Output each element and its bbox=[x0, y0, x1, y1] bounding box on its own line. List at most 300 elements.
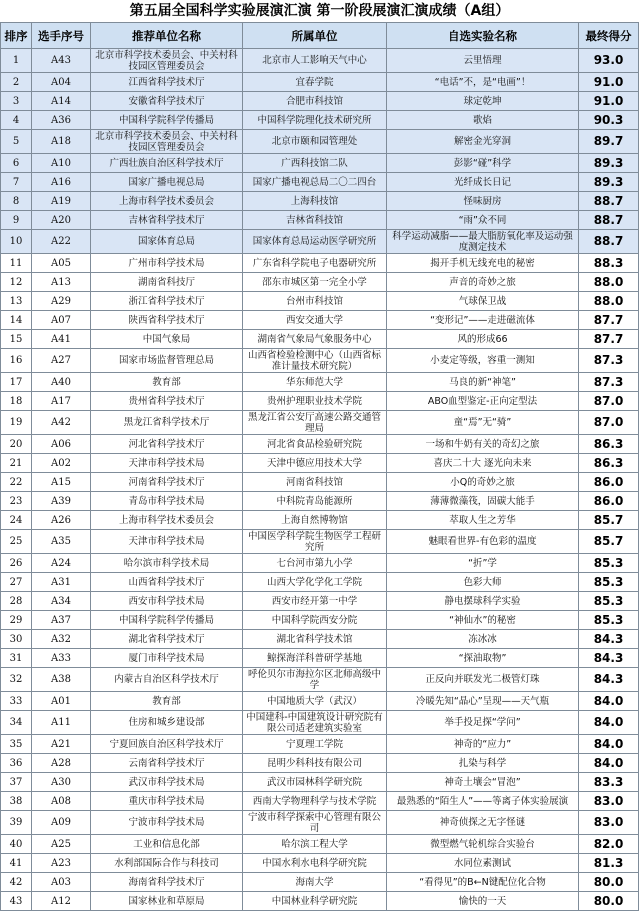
cell-score: 82.0 bbox=[579, 835, 639, 854]
cell-experiment: “电话”不，是“电画”！ bbox=[387, 73, 579, 92]
cell-org: 广西科技馆二队 bbox=[243, 154, 387, 173]
cell-experiment: 最熟悉的“陌生人”——等离子体实验展演 bbox=[387, 792, 579, 811]
cell-org: 山西大学化学化工学院 bbox=[243, 573, 387, 592]
cell-rank: 9 bbox=[1, 211, 32, 230]
table-row bbox=[1, 792, 639, 811]
cell-unit: 云南省科学技术厅 bbox=[91, 754, 243, 773]
cell-score: 93.0 bbox=[579, 49, 639, 73]
cell-unit: 黑龙江省科学技术厅 bbox=[91, 411, 243, 435]
cell-unit: 国家广播电视总局 bbox=[91, 173, 243, 192]
cell-unit: 国家市场监督管理总局 bbox=[91, 349, 243, 373]
cell-org: 台州市科技馆 bbox=[243, 292, 387, 311]
cell-score: 88.7 bbox=[579, 192, 639, 211]
cell-score: 84.3 bbox=[579, 668, 639, 692]
cell-code: A15 bbox=[32, 473, 91, 492]
cell-rank: 19 bbox=[1, 411, 32, 435]
column-header-org: 所属单位 bbox=[243, 23, 387, 49]
cell-unit: 贵州省科学技术厅 bbox=[91, 392, 243, 411]
table-row bbox=[1, 411, 639, 435]
cell-unit: 国家体育总局 bbox=[91, 230, 243, 254]
cell-experiment: 怪味厨房 bbox=[387, 192, 579, 211]
cell-rank: 35 bbox=[1, 735, 32, 754]
cell-experiment: 童“焉”无“骑” bbox=[387, 411, 579, 435]
header-row bbox=[1, 23, 639, 49]
cell-rank: 15 bbox=[1, 330, 32, 349]
cell-code: A36 bbox=[32, 111, 91, 130]
cell-code: A43 bbox=[32, 49, 91, 73]
cell-experiment: 球定乾坤 bbox=[387, 92, 579, 111]
cell-code: A04 bbox=[32, 73, 91, 92]
cell-code: A39 bbox=[32, 492, 91, 511]
cell-score: 88.0 bbox=[579, 273, 639, 292]
cell-score: 84.0 bbox=[579, 735, 639, 754]
cell-org: 昆明少科科技有限公司 bbox=[243, 754, 387, 773]
cell-org: 国家体育总局运动医学研究所 bbox=[243, 230, 387, 254]
cell-unit: 海南省科学技术厅 bbox=[91, 873, 243, 892]
table-row bbox=[1, 573, 639, 592]
cell-score: 89.7 bbox=[579, 130, 639, 154]
column-header-rank: 排序 bbox=[1, 23, 32, 49]
cell-org: 西安市经开第一中学 bbox=[243, 592, 387, 611]
cell-rank: 18 bbox=[1, 392, 32, 411]
column-header-score: 最终得分 bbox=[579, 23, 639, 49]
cell-code: A01 bbox=[32, 692, 91, 711]
cell-org: 上海自然博物馆 bbox=[243, 511, 387, 530]
cell-org: 西安交通大学 bbox=[243, 311, 387, 330]
cell-experiment: 科学运动减脂——最大脂肪氧化率及运动强度测定技术 bbox=[387, 230, 579, 254]
table-row bbox=[1, 154, 639, 173]
cell-rank: 22 bbox=[1, 473, 32, 492]
cell-org: 天津中德应用技术大学 bbox=[243, 454, 387, 473]
cell-experiment: 水同位素测试 bbox=[387, 854, 579, 873]
cell-unit: 中国科学院科学传播局 bbox=[91, 611, 243, 630]
cell-experiment: 举手投足探“学问” bbox=[387, 711, 579, 735]
cell-experiment: 神奇侦探之无字怪谜 bbox=[387, 811, 579, 835]
cell-org: 鲸探海洋科普研学基地 bbox=[243, 649, 387, 668]
cell-unit: 上海市科学技术委员会 bbox=[91, 511, 243, 530]
cell-unit: 工业和信息化部 bbox=[91, 835, 243, 854]
sheet-title: 第五届全国科学实验展演汇演 第一阶段展演汇演成绩（A组） bbox=[129, 3, 510, 19]
cell-score: 86.3 bbox=[579, 435, 639, 454]
cell-rank: 16 bbox=[1, 349, 32, 373]
cell-rank: 2 bbox=[1, 73, 32, 92]
cell-code: A32 bbox=[32, 630, 91, 649]
cell-code: A42 bbox=[32, 411, 91, 435]
cell-experiment: 光纤成长日记 bbox=[387, 173, 579, 192]
cell-score: 84.3 bbox=[579, 630, 639, 649]
cell-score: 83.0 bbox=[579, 792, 639, 811]
cell-score: 80.0 bbox=[579, 892, 639, 911]
table-row bbox=[1, 735, 639, 754]
cell-experiment: 冻冰冰 bbox=[387, 630, 579, 649]
cell-score: 85.3 bbox=[579, 554, 639, 573]
cell-code: A22 bbox=[32, 230, 91, 254]
cell-rank: 10 bbox=[1, 230, 32, 254]
cell-code: A18 bbox=[32, 130, 91, 154]
cell-score: 90.3 bbox=[579, 111, 639, 130]
cell-score: 85.3 bbox=[579, 573, 639, 592]
cell-experiment: 声音的奇妙之旅 bbox=[387, 273, 579, 292]
cell-code: A08 bbox=[32, 792, 91, 811]
cell-code: A12 bbox=[32, 892, 91, 911]
cell-experiment: 色彩大师 bbox=[387, 573, 579, 592]
table-row bbox=[1, 492, 639, 511]
cell-code: A35 bbox=[32, 530, 91, 554]
cell-score: 83.0 bbox=[579, 811, 639, 835]
cell-rank: 21 bbox=[1, 454, 32, 473]
cell-rank: 11 bbox=[1, 254, 32, 273]
cell-experiment: 正反向并联发光二极管灯珠 bbox=[387, 668, 579, 692]
cell-code: A28 bbox=[32, 754, 91, 773]
cell-code: A41 bbox=[32, 330, 91, 349]
cell-unit: 天津市科学技术局 bbox=[91, 454, 243, 473]
cell-org: 上海科技馆 bbox=[243, 192, 387, 211]
cell-experiment: 冷暖先知“晶心”呈现——天气瓶 bbox=[387, 692, 579, 711]
table-row bbox=[1, 854, 639, 873]
table-row bbox=[1, 473, 639, 492]
cell-experiment: “折”学 bbox=[387, 554, 579, 573]
cell-score: 80.0 bbox=[579, 873, 639, 892]
table-row bbox=[1, 349, 639, 373]
cell-experiment: “变形记”——走进磁流体 bbox=[387, 311, 579, 330]
cell-score: 84.0 bbox=[579, 711, 639, 735]
cell-code: A30 bbox=[32, 773, 91, 792]
column-header-code: 选手序号 bbox=[32, 23, 91, 49]
cell-experiment: 解密金光穿洞 bbox=[387, 130, 579, 154]
cell-experiment: 微型燃气轮机综合实验台 bbox=[387, 835, 579, 854]
cell-score: 89.3 bbox=[579, 173, 639, 192]
table-row bbox=[1, 773, 639, 792]
cell-experiment: 马良的新“神笔” bbox=[387, 373, 579, 392]
cell-unit: 宁夏回族自治区科学技术厅 bbox=[91, 735, 243, 754]
cell-org: 中国科学院西安分院 bbox=[243, 611, 387, 630]
cell-unit: 宁波市科学技术局 bbox=[91, 811, 243, 835]
table-row bbox=[1, 311, 639, 330]
cell-rank: 24 bbox=[1, 511, 32, 530]
cell-rank: 13 bbox=[1, 292, 32, 311]
cell-experiment: 神奇土壤会“冒泡” bbox=[387, 773, 579, 792]
table-row bbox=[1, 892, 639, 911]
cell-rank: 36 bbox=[1, 754, 32, 773]
cell-org: 山西省检验检测中心（山西省标准计量技术研究院） bbox=[243, 349, 387, 373]
table-row bbox=[1, 111, 639, 130]
cell-code: A24 bbox=[32, 554, 91, 573]
cell-code: A37 bbox=[32, 611, 91, 630]
cell-score: 91.0 bbox=[579, 92, 639, 111]
cell-org: 宁夏理工学院 bbox=[243, 735, 387, 754]
cell-org: 邵东市城区第一完全小学 bbox=[243, 273, 387, 292]
cell-org: 贵州护理职业技术学院 bbox=[243, 392, 387, 411]
table-row bbox=[1, 49, 639, 73]
cell-experiment: 扎染与科学 bbox=[387, 754, 579, 773]
cell-experiment: 气球保卫战 bbox=[387, 292, 579, 311]
cell-score: 85.7 bbox=[579, 511, 639, 530]
cell-org: 中国科学院理化技术研究所 bbox=[243, 111, 387, 130]
cell-unit: 国家林业和草原局 bbox=[91, 892, 243, 911]
table-row bbox=[1, 373, 639, 392]
cell-experiment: 静电摆球科学实验 bbox=[387, 592, 579, 611]
cell-rank: 7 bbox=[1, 173, 32, 192]
cell-org: 呼伦贝尔市海拉尔区北师高级中学 bbox=[243, 668, 387, 692]
cell-rank: 39 bbox=[1, 811, 32, 835]
cell-unit: 中国科学院科学传播局 bbox=[91, 111, 243, 130]
cell-code: A14 bbox=[32, 92, 91, 111]
cell-code: A09 bbox=[32, 811, 91, 835]
cell-rank: 32 bbox=[1, 668, 32, 692]
cell-code: A16 bbox=[32, 173, 91, 192]
cell-unit: 山西省科学技术厅 bbox=[91, 573, 243, 592]
cell-score: 87.0 bbox=[579, 411, 639, 435]
cell-code: A21 bbox=[32, 735, 91, 754]
cell-score: 91.0 bbox=[579, 73, 639, 92]
cell-org: 宁波市科学探索中心管理有限公司 bbox=[243, 811, 387, 835]
table-row bbox=[1, 130, 639, 154]
cell-unit: 中国气象局 bbox=[91, 330, 243, 349]
cell-experiment: 彭影“碰”科学 bbox=[387, 154, 579, 173]
cell-score: 84.0 bbox=[579, 754, 639, 773]
cell-score: 87.3 bbox=[579, 349, 639, 373]
cell-score: 85.7 bbox=[579, 530, 639, 554]
cell-code: A10 bbox=[32, 154, 91, 173]
cell-unit: 吉林省科学技术厅 bbox=[91, 211, 243, 230]
cell-unit: 湖南省科技厅 bbox=[91, 273, 243, 292]
cell-rank: 43 bbox=[1, 892, 32, 911]
cell-rank: 40 bbox=[1, 835, 32, 854]
table-row bbox=[1, 230, 639, 254]
cell-unit: 北京市科学技术委员会、中关村科技园区管理委员会 bbox=[91, 49, 243, 73]
table-row bbox=[1, 611, 639, 630]
cell-org: 哈尔滨工程大学 bbox=[243, 835, 387, 854]
cell-org: 黑龙江省公安厅高速公路交通管理局 bbox=[243, 411, 387, 435]
cell-unit: 教育部 bbox=[91, 692, 243, 711]
table-row bbox=[1, 530, 639, 554]
cell-experiment: 神奇的“应力” bbox=[387, 735, 579, 754]
table-row bbox=[1, 592, 639, 611]
cell-org: 湖南省气象局气象服务中心 bbox=[243, 330, 387, 349]
cell-score: 87.7 bbox=[579, 311, 639, 330]
table-row bbox=[1, 73, 639, 92]
cell-experiment: 愉快的一天 bbox=[387, 892, 579, 911]
cell-org: 中国地质大学（武汉） bbox=[243, 692, 387, 711]
cell-org: 武汉市园林科学研究院 bbox=[243, 773, 387, 792]
cell-rank: 34 bbox=[1, 711, 32, 735]
cell-code: A34 bbox=[32, 592, 91, 611]
table-row bbox=[1, 511, 639, 530]
cell-score: 88.7 bbox=[579, 230, 639, 254]
cell-experiment: 喜庆二十大 逐光向未来 bbox=[387, 454, 579, 473]
cell-rank: 33 bbox=[1, 692, 32, 711]
cell-experiment: 薄薄微藻筏，固碳大能手 bbox=[387, 492, 579, 511]
cell-score: 87.3 bbox=[579, 373, 639, 392]
table-row bbox=[1, 292, 639, 311]
cell-code: A05 bbox=[32, 254, 91, 273]
cell-code: A25 bbox=[32, 835, 91, 854]
cell-rank: 25 bbox=[1, 530, 32, 554]
cell-experiment: 歌焰 bbox=[387, 111, 579, 130]
cell-org: 国家广播电视总局二〇二四台 bbox=[243, 173, 387, 192]
cell-rank: 37 bbox=[1, 773, 32, 792]
cell-rank: 8 bbox=[1, 192, 32, 211]
table-row bbox=[1, 392, 639, 411]
cell-score: 84.3 bbox=[579, 649, 639, 668]
cell-unit: 教育部 bbox=[91, 373, 243, 392]
column-header-experiment: 自选实验名称 bbox=[387, 23, 579, 49]
cell-rank: 41 bbox=[1, 854, 32, 873]
cell-rank: 4 bbox=[1, 111, 32, 130]
cell-unit: 湖北省科学技术厅 bbox=[91, 630, 243, 649]
cell-org: 七台河市第九小学 bbox=[243, 554, 387, 573]
cell-score: 83.3 bbox=[579, 773, 639, 792]
cell-rank: 12 bbox=[1, 273, 32, 292]
cell-unit: 住房和城乡建设部 bbox=[91, 711, 243, 735]
cell-code: A31 bbox=[32, 573, 91, 592]
cell-score: 88.3 bbox=[579, 254, 639, 273]
table-row bbox=[1, 754, 639, 773]
cell-code: A38 bbox=[32, 668, 91, 692]
cell-org: 中国水利水电科学研究院 bbox=[243, 854, 387, 873]
cell-score: 88.0 bbox=[579, 292, 639, 311]
cell-score: 85.3 bbox=[579, 592, 639, 611]
table-row bbox=[1, 873, 639, 892]
cell-rank: 14 bbox=[1, 311, 32, 330]
cell-code: A23 bbox=[32, 854, 91, 873]
cell-org: 河南省科技馆 bbox=[243, 473, 387, 492]
cell-unit: 重庆市科学技术局 bbox=[91, 792, 243, 811]
table-row bbox=[1, 630, 639, 649]
cell-rank: 27 bbox=[1, 573, 32, 592]
cell-rank: 20 bbox=[1, 435, 32, 454]
cell-unit: 青岛市科学技术局 bbox=[91, 492, 243, 511]
cell-unit: 江西省科学技术厅 bbox=[91, 73, 243, 92]
cell-unit: 陕西省科学技术厅 bbox=[91, 311, 243, 330]
table-row bbox=[1, 649, 639, 668]
cell-experiment: 小麦定等级，容重一测知 bbox=[387, 349, 579, 373]
cell-code: A02 bbox=[32, 454, 91, 473]
cell-unit: 水利部国际合作与科技司 bbox=[91, 854, 243, 873]
table-row bbox=[1, 211, 639, 230]
table-row bbox=[1, 668, 639, 692]
cell-org: 宜春学院 bbox=[243, 73, 387, 92]
cell-unit: 广州市科学技术局 bbox=[91, 254, 243, 273]
cell-experiment: “看得见”的B←N键配位化合物 bbox=[387, 873, 579, 892]
cell-unit: 安徽省科学技术厅 bbox=[91, 92, 243, 111]
cell-code: A33 bbox=[32, 649, 91, 668]
cell-rank: 31 bbox=[1, 649, 32, 668]
cell-experiment: 云里悟理 bbox=[387, 49, 579, 73]
cell-code: A26 bbox=[32, 511, 91, 530]
cell-rank: 1 bbox=[1, 49, 32, 73]
cell-code: A40 bbox=[32, 373, 91, 392]
cell-rank: 26 bbox=[1, 554, 32, 573]
cell-score: 84.0 bbox=[579, 692, 639, 711]
table-row bbox=[1, 92, 639, 111]
cell-experiment: “探油取物” bbox=[387, 649, 579, 668]
cell-unit: 浙江省科学技术厅 bbox=[91, 292, 243, 311]
cell-score: 86.0 bbox=[579, 473, 639, 492]
cell-score: 87.7 bbox=[579, 330, 639, 349]
cell-rank: 3 bbox=[1, 92, 32, 111]
cell-rank: 5 bbox=[1, 130, 32, 154]
cell-code: A06 bbox=[32, 435, 91, 454]
cell-org: 海南大学 bbox=[243, 873, 387, 892]
cell-rank: 38 bbox=[1, 792, 32, 811]
cell-unit: 哈尔滨市科学技术局 bbox=[91, 554, 243, 573]
cell-code: A03 bbox=[32, 873, 91, 892]
cell-code: A13 bbox=[32, 273, 91, 292]
cell-experiment: 小Q的奇妙之旅 bbox=[387, 473, 579, 492]
table-row bbox=[1, 454, 639, 473]
cell-experiment: 一场和牛奶有关的奇幻之旅 bbox=[387, 435, 579, 454]
cell-code: A07 bbox=[32, 311, 91, 330]
cell-experiment: 揭开手机无线充电的秘密 bbox=[387, 254, 579, 273]
table-row bbox=[1, 254, 639, 273]
cell-rank: 30 bbox=[1, 630, 32, 649]
table-row bbox=[1, 692, 639, 711]
table-row bbox=[1, 554, 639, 573]
cell-org: 北京市人工影响天气中心 bbox=[243, 49, 387, 73]
cell-unit: 广西壮族自治区科学技术厅 bbox=[91, 154, 243, 173]
results-table bbox=[0, 22, 639, 911]
cell-org: 湖北省科学技术馆 bbox=[243, 630, 387, 649]
cell-org: 中国建科-中国建筑设计研究院有限公司适老建筑实验室 bbox=[243, 711, 387, 735]
cell-score: 81.3 bbox=[579, 854, 639, 873]
cell-score: 86.3 bbox=[579, 454, 639, 473]
table-row bbox=[1, 435, 639, 454]
cell-code: A29 bbox=[32, 292, 91, 311]
cell-org: 中国医学科学院生物医学工程研究所 bbox=[243, 530, 387, 554]
cell-score: 86.0 bbox=[579, 492, 639, 511]
cell-unit: 天津市科学技术局 bbox=[91, 530, 243, 554]
cell-rank: 42 bbox=[1, 873, 32, 892]
cell-org: 北京市颐和园管理处 bbox=[243, 130, 387, 154]
cell-rank: 29 bbox=[1, 611, 32, 630]
cell-experiment: 魅眼看世界-有色彩的温度 bbox=[387, 530, 579, 554]
cell-org: 华东师范大学 bbox=[243, 373, 387, 392]
cell-org: 合肥市科技馆 bbox=[243, 92, 387, 111]
cell-rank: 17 bbox=[1, 373, 32, 392]
cell-unit: 内蒙古自治区科学技术厅 bbox=[91, 668, 243, 692]
cell-experiment: 风的形成66 bbox=[387, 330, 579, 349]
cell-score: 87.0 bbox=[579, 392, 639, 411]
table-row bbox=[1, 330, 639, 349]
cell-rank: 23 bbox=[1, 492, 32, 511]
cell-unit: 武汉市科学技术局 bbox=[91, 773, 243, 792]
cell-org: 广东省科学院电子电器研究所 bbox=[243, 254, 387, 273]
cell-unit: 北京市科学技术委员会、中关村科技园区管理委员会 bbox=[91, 130, 243, 154]
table-row bbox=[1, 192, 639, 211]
cell-unit: 西安市科学技术局 bbox=[91, 592, 243, 611]
cell-experiment: “雨”众不同 bbox=[387, 211, 579, 230]
cell-experiment: 萃取人生之芳华 bbox=[387, 511, 579, 530]
cell-code: A11 bbox=[32, 711, 91, 735]
cell-code: A27 bbox=[32, 349, 91, 373]
table-row bbox=[1, 173, 639, 192]
cell-experiment: ABO血型鉴定-正向定型法 bbox=[387, 392, 579, 411]
cell-experiment: “神仙水”的秘密 bbox=[387, 611, 579, 630]
table-row bbox=[1, 835, 639, 854]
cell-unit: 河北省科学技术厅 bbox=[91, 435, 243, 454]
cell-score: 89.3 bbox=[579, 154, 639, 173]
cell-code: A19 bbox=[32, 192, 91, 211]
cell-rank: 28 bbox=[1, 592, 32, 611]
cell-org: 中科院青岛能源所 bbox=[243, 492, 387, 511]
cell-org: 中国林业科学研究院 bbox=[243, 892, 387, 911]
table-row bbox=[1, 711, 639, 735]
cell-score: 88.7 bbox=[579, 211, 639, 230]
cell-rank: 6 bbox=[1, 154, 32, 173]
column-header-unit: 推荐单位名称 bbox=[91, 23, 243, 49]
cell-score: 85.3 bbox=[579, 611, 639, 630]
